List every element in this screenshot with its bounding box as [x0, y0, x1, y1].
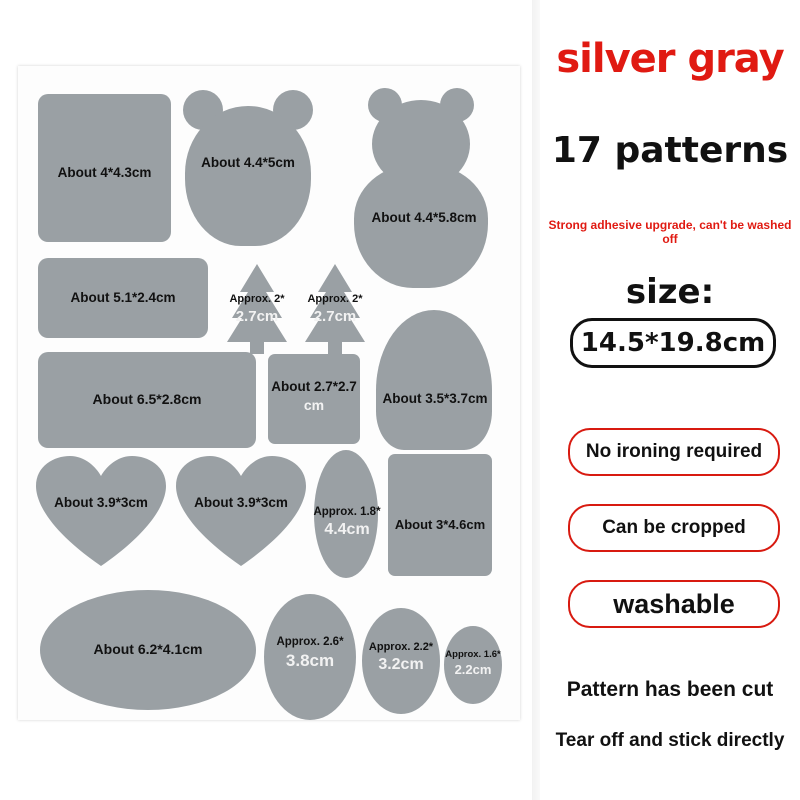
patch-label-8: About 3.5*3.7cm — [382, 391, 488, 406]
patch-label-5-line2: 2.7cm — [313, 308, 357, 325]
patch-ellipse-tall — [314, 450, 378, 578]
product-color-title: silver gray — [556, 36, 784, 82]
patch-label-15-line1: Approx. 2.2* — [368, 641, 434, 653]
patch-label-2: About 4.4*5.8cm — [371, 210, 477, 225]
patch-rounded-rect-5 — [388, 454, 492, 576]
patch-label-13: About 6.2*4.1cm — [93, 641, 203, 657]
patch-label-11-line1: Approx. 1.8* — [313, 506, 381, 518]
patch-label-14-line2: 3.8cm — [285, 651, 335, 670]
patch-sheet — [18, 66, 520, 720]
patch-label-4-line1: Approx. 2* — [229, 293, 285, 305]
patch-label-11-line2: 4.4cm — [324, 521, 370, 538]
patch-label-7-line1: About 2.7*2.7 — [271, 379, 357, 394]
patch-label-16-line1: Approx. 1.6* — [445, 649, 501, 660]
bear-face — [185, 106, 311, 246]
patch-tree-1 — [224, 262, 290, 354]
patch-label-4-line2: 2.7cm — [235, 308, 279, 325]
bear-body-torso — [354, 164, 488, 288]
size-label: size: — [625, 272, 715, 312]
patch-label-16-line2: 2.2cm — [454, 662, 492, 677]
patch-label-9: About 3.9*3cm — [54, 495, 148, 510]
size-value: 14.5*19.8cm — [570, 318, 776, 368]
patch-label-5-line1: Approx. 2* — [307, 293, 363, 305]
patch-bear-body — [348, 88, 498, 288]
patch-heart-2 — [176, 456, 306, 568]
patch-heart-1 — [36, 456, 166, 568]
patch-label-3: About 5.1*2.4cm — [70, 290, 176, 305]
patch-ellipse-large — [40, 590, 256, 710]
patch-rounded-square-4 — [268, 354, 360, 444]
patch-rounded-rect-2 — [38, 258, 208, 338]
patch-bell — [376, 310, 492, 450]
feature-no-ironing: No ironing required — [568, 428, 780, 476]
patch-label-12: About 3*4.6cm — [394, 517, 486, 532]
patch-label-14-line1: Approx. 2.6* — [276, 636, 344, 648]
patch-bear-head — [183, 90, 313, 246]
patch-rounded-rect-3 — [38, 352, 256, 448]
patch-ellipse-tiny — [444, 626, 502, 704]
patch-rounded-square-1 — [38, 94, 171, 242]
patch-tree-2 — [302, 262, 368, 354]
patch-label-10: About 3.9*3cm — [194, 495, 288, 510]
patch-label-7-line2: cm — [303, 397, 325, 413]
marketing-panel — [540, 0, 800, 800]
patch-label-0: About 4*4.3cm — [57, 165, 152, 180]
patch-label-15-line2: 3.2cm — [378, 656, 424, 673]
patch-ellipse-med — [264, 594, 356, 720]
bell-body — [376, 310, 492, 450]
feature-washable: washable — [568, 580, 780, 628]
bottom-line-1: Pattern has been cut — [566, 678, 774, 701]
patch-label-6: About 6.5*2.8cm — [92, 391, 202, 407]
bottom-line-2: Tear off and stick directly — [555, 730, 785, 751]
patch-ellipse-small — [362, 608, 440, 714]
feature-can-be-cropped: Can be cropped — [568, 504, 780, 552]
adhesive-note: Strong adhesive upgrade, can't be washed off — [548, 218, 792, 246]
pattern-count: 17 patterns — [551, 130, 789, 171]
patch-label-1: About 4.4*5cm — [201, 155, 295, 170]
